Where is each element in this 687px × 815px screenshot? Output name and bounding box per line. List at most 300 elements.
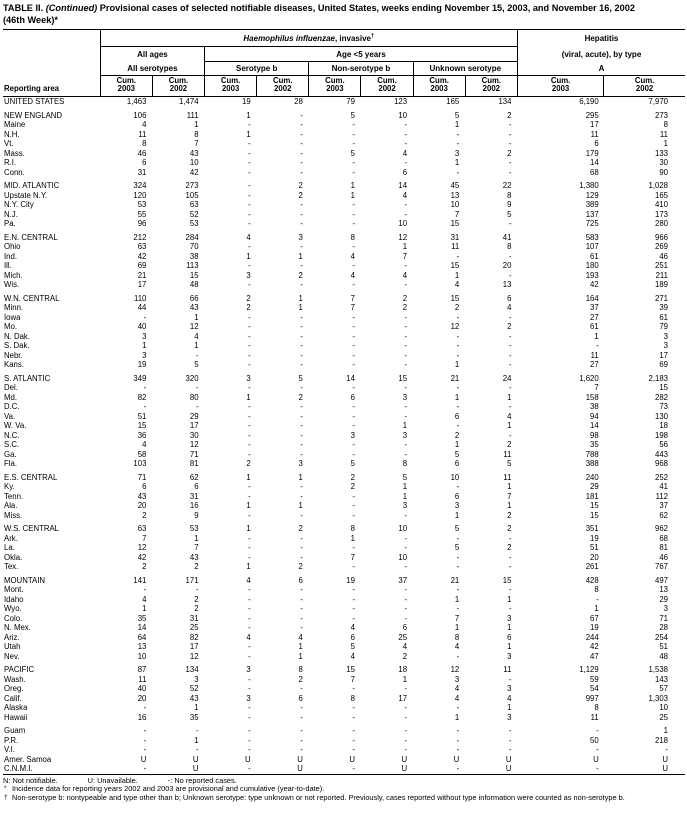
value-cell: 11 [590,350,599,360]
value-cell: 497 [654,575,668,585]
value-cell: 252 [654,472,668,482]
value-cell: 1 [194,312,199,322]
value-cell: 1 [454,712,460,722]
reporting-area-cell: Ohio [4,242,21,251]
value-cell: 3 [454,148,460,158]
value-cell: 1 [246,472,251,482]
table-row [3,745,685,755]
value-cell: 31 [189,491,199,501]
value-cell: - [508,735,512,745]
value-cell: 5 [350,110,355,120]
value-cell: 1,463 [126,97,147,106]
value-cell: 179 [585,148,599,158]
value-cell: 324 [133,181,147,190]
value-cell: 12 [450,322,460,331]
reporting-area-cell: D.C. [4,402,20,411]
value-cell: 7 [350,674,355,684]
value-cell: - [508,552,512,562]
reporting-area-cell: Minn. [4,303,24,312]
value-cell: 15 [590,501,599,510]
value-cell: 997 [585,693,599,703]
value-cell: 64 [137,632,147,642]
value-cell: - [404,209,408,219]
value-cell: - [300,322,303,331]
value-cell: 39 [659,303,668,312]
value-cell: - [596,594,599,604]
value-cell: 8 [507,190,512,200]
footnote-star: * Incidence data for reporting years 2002 and 2003 are provisional and cumulative (year-to-date). [4,784,325,794]
value-cell: 6 [350,392,355,402]
value-cell: - [404,735,408,745]
value-cell: 3 [194,674,199,684]
value-cell: - [508,745,512,754]
value-cell: U [140,754,147,764]
value-cell: 61 [590,322,599,331]
value-cell: 3 [142,331,147,341]
value-cell: - [300,735,303,745]
header-spacer [3,30,100,47]
value-cell: 29 [659,594,668,604]
value-cell: 134 [185,665,199,674]
value-cell: - [404,684,408,693]
value-cell: 8 [454,632,460,642]
value-cell: - [143,402,147,411]
value-cell: - [300,312,303,322]
value-cell: 6 [194,482,199,491]
value-cell: - [352,712,355,722]
value-cell: 15 [189,270,199,280]
table-row [3,431,685,441]
col-header-cum-2003: Cum. 2003 [413,76,465,97]
col-group-all-serotypes: All serotypes [100,62,204,76]
value-cell: - [248,261,251,270]
table-row [3,280,685,290]
value-cell: - [508,533,512,543]
value-cell: 71 [137,472,147,482]
value-cell: 1 [594,604,599,613]
value-cell: 8 [402,459,408,468]
value-cell: 31 [450,232,460,242]
value-cell: - [352,242,355,251]
value-cell: - [248,402,251,411]
value-cell: 5 [298,373,303,383]
value-cell: 4 [194,331,199,341]
table-row [3,623,685,633]
table-row [3,421,685,431]
value-cell: - [404,139,408,148]
value-cell: U [505,764,512,773]
value-cell: 40 [137,684,147,693]
footnote-key-n: N: Not notifiable. [3,775,58,785]
value-cell: 20 [590,552,599,562]
value-cell: 90 [659,167,668,177]
col-group-hepatitis: Hepatitis [517,30,685,47]
title-line-1: TABLE II. (Continued) Provisional cases of selected notifiable diseases, United States, weeks ending November 15, 2003, and November 16, 2002 [3,3,635,13]
value-cell: 29 [590,482,599,491]
reporting-area-cell: Calif. [4,693,22,703]
value-cell: 282 [654,392,668,402]
value-cell: - [248,421,251,430]
reporting-area-header: Reporting area [3,76,100,97]
reporting-area-cell: Ala. [4,501,18,510]
value-cell: 198 [654,430,668,440]
table-row [3,252,685,262]
value-cell: - [300,613,303,623]
value-cell: - [404,129,408,139]
value-cell: U [192,754,199,764]
value-cell: - [456,350,460,360]
value-cell: 173 [654,209,668,219]
value-cell: 4 [350,651,355,661]
value-cell: 25 [659,712,668,722]
reporting-area-cell: Hawaii [4,712,28,722]
value-cell: - [456,735,460,745]
value-cell: 14 [137,623,147,632]
reporting-area-cell: Tenn. [4,491,24,501]
value-cell: 10 [137,651,147,661]
value-cell: 273 [654,110,668,120]
value-cell: 13 [502,280,512,289]
value-cell: 6 [454,411,460,421]
value-cell: 1 [402,242,408,251]
value-cell: 7 [350,293,355,303]
value-cell: 1 [142,341,147,350]
value-cell: 53 [137,200,147,209]
title-line-2: (46th Week)* [3,14,58,25]
value-cell: 968 [654,459,668,468]
value-cell: 112 [655,491,668,501]
value-cell: 351 [585,524,599,533]
value-cell: - [352,726,355,735]
value-cell: - [300,158,303,167]
value-cell: 2 [507,148,512,158]
value-cell: 218 [654,735,668,745]
value-cell: 11 [503,449,512,459]
table-row [3,374,685,384]
value-cell: 6 [507,293,512,303]
value-cell: 11 [138,674,147,684]
table-row [3,181,685,191]
value-cell: - [508,158,512,167]
reporting-area-cell: Conn. [4,167,25,177]
value-cell: 20 [502,261,512,270]
value-cell: 966 [654,232,668,242]
col-group-unknown-serotype: Unknown serotype [413,62,517,76]
value-cell: 1 [350,190,355,200]
value-cell: - [300,510,303,520]
value-cell: 4 [142,440,147,449]
value-cell: - [404,158,408,167]
value-cell: 70 [189,242,199,251]
value-cell: 261 [585,562,599,571]
value-cell: 4 [402,148,408,158]
value-cell: 15 [398,373,408,383]
value-cell: 11 [451,242,460,251]
value-cell: - [300,703,303,712]
value-cell: - [352,383,355,392]
value-cell: - [404,533,408,543]
value-cell: - [248,158,251,167]
value-cell: 271 [654,293,668,303]
table-row [3,351,685,361]
col-header-cum-2003: Cum. 2003 [205,76,257,97]
value-cell: 2 [454,430,460,440]
value-cell: 41 [659,482,668,491]
value-cell: 4 [454,280,460,289]
value-cell: 42 [137,251,147,261]
value-cell: - [352,120,355,129]
value-cell: 37 [590,303,599,312]
value-cell: 158 [585,392,599,402]
value-cell: - [508,219,512,228]
value-cell: 5 [454,449,460,459]
value-cell: 171 [185,575,199,585]
value-cell: - [248,200,251,209]
reporting-area-cell: Ind. [4,251,18,261]
value-cell: - [352,341,355,350]
header-spacer [3,47,100,62]
value-cell: 5 [507,459,512,468]
value-cell: 14 [346,373,355,383]
value-cell: - [248,219,251,228]
value-cell: 5 [454,524,460,533]
value-cell: 3 [507,651,512,661]
value-cell: - [143,726,147,735]
table-row [3,97,685,107]
value-cell: - [456,533,460,543]
value-cell: 2 [507,322,512,331]
value-cell: - [300,411,303,421]
value-cell: 1,380 [579,181,599,190]
table-row [3,322,685,332]
value-cell: 4 [507,411,512,421]
value-cell: - [248,623,251,632]
value-cell: U [453,754,460,764]
value-cell: 7 [194,139,199,148]
value-cell: 4 [142,120,147,129]
value-cell: 43 [189,148,199,158]
value-cell: 4 [350,270,355,280]
value-cell: 1 [402,482,408,491]
value-cell: 2 [507,524,512,533]
value-cell: - [456,651,460,661]
value-cell: 7 [507,491,512,501]
col-header-cum-2003: Cum. 2003 [517,76,603,97]
value-cell: 1 [454,270,460,280]
value-cell: 3 [402,392,408,402]
value-cell: - [456,129,460,139]
value-cell: - [248,280,251,289]
value-cell: 1 [454,510,460,520]
value-cell: 87 [137,665,147,674]
table-row [3,450,685,460]
value-cell: - [508,331,512,341]
value-cell: 1 [454,623,460,632]
value-cell: 5 [402,472,408,482]
value-cell: 22 [502,181,512,190]
value-cell: - [248,491,251,501]
value-cell: 82 [137,392,147,402]
value-cell: - [352,745,355,754]
value-cell: 5 [194,360,199,369]
value-cell: 1 [663,726,668,735]
value-cell: 2 [298,392,303,402]
value-cell: 3 [507,613,512,623]
value-cell: - [456,402,460,411]
value-cell: - [300,350,303,360]
value-cell: 2 [507,510,512,520]
value-cell: - [300,341,303,350]
reporting-area-cell: Upstate N.Y. [4,190,48,200]
value-cell: 5 [350,148,355,158]
value-cell: - [456,421,460,430]
value-cell: 12 [450,665,460,674]
value-cell: - [352,331,355,341]
value-cell: 2 [142,510,147,520]
value-cell: - [248,764,251,773]
value-cell: - [300,200,303,209]
value-cell: 3 [246,693,251,703]
value-cell: 105 [185,190,199,200]
value-cell: - [404,562,408,571]
notifiable-diseases-table [3,29,685,775]
reporting-area-cell: MID. ATLANTIC [4,181,60,190]
value-cell: - [300,594,303,604]
reporting-area-cell: W.S. CENTRAL [4,524,60,533]
value-cell: - [508,312,512,322]
reporting-area-cell: Ariz. [4,632,20,642]
value-cell: 37 [398,575,408,585]
reporting-area-cell: Del. [4,383,18,392]
value-cell: 31 [189,613,199,623]
value-cell: 212 [133,232,147,242]
reporting-area-cell: C.N.M.I. [4,764,33,773]
value-cell: 4 [350,623,355,632]
value-cell: 3 [402,501,408,510]
value-cell: - [404,360,408,369]
reporting-area-cell: Wash. [4,674,26,684]
value-cell: 2,183 [648,373,668,383]
table-header [3,30,685,97]
table-row [3,294,685,304]
value-cell: 6 [454,491,460,501]
value-cell: 3 [350,430,355,440]
value-cell: 110 [133,293,147,303]
table-row [3,675,685,685]
value-cell: 18 [659,421,668,430]
table-row [3,713,685,723]
value-cell: 1 [663,139,668,148]
value-cell: 46 [659,251,668,261]
value-cell: U [593,754,599,764]
value-cell: 284 [185,232,199,242]
reporting-area-cell: S. Dak. [4,341,30,350]
value-cell: 3 [246,373,251,383]
value-cell: 50 [590,735,599,745]
value-cell: - [300,219,303,228]
value-cell: 17 [189,642,199,651]
col-header-cum-2002: Cum. 2002 [361,76,413,97]
value-cell: 61 [659,312,668,322]
value-cell: - [352,421,355,430]
table-row [3,393,685,403]
table-row [3,482,685,492]
value-cell: 11 [503,665,512,674]
value-cell: - [456,139,460,148]
value-cell: 1 [194,703,199,712]
value-cell: 141 [133,575,147,585]
value-cell: - [248,341,251,350]
value-cell: - [143,383,147,392]
value-cell: U [401,754,408,764]
value-cell: - [456,482,460,491]
value-cell: 94 [590,411,599,421]
value-cell: - [300,421,303,430]
value-cell: 3 [663,341,668,350]
value-cell: 16 [189,501,199,510]
value-cell: 6 [142,482,147,491]
value-cell: 1 [298,251,303,261]
value-cell: 8 [194,129,199,139]
value-cell: 7 [350,552,355,562]
value-cell: - [404,712,408,722]
value-cell: U [297,754,303,764]
value-cell: - [352,402,355,411]
value-cell: 2 [246,293,251,303]
value-cell: - [248,543,251,552]
value-cell: 1 [350,533,355,543]
table-row [3,684,685,694]
value-cell: - [404,280,408,289]
value-cell: - [508,341,512,350]
value-cell: 10 [398,110,408,120]
value-cell: 1 [350,181,355,190]
value-cell: - [248,651,251,661]
value-cell: 583 [585,232,599,242]
value-cell: 6 [402,623,408,632]
value-cell: - [248,411,251,421]
value-cell: - [300,242,303,251]
value-cell: - [248,440,251,449]
value-cell: - [456,562,460,571]
table-row [3,595,685,605]
value-cell: 12 [189,322,199,331]
value-cell: - [195,726,199,735]
value-cell: - [300,430,303,440]
value-cell: 4 [507,303,512,312]
reporting-area-cell: P.R. [4,735,19,745]
value-cell: - [404,261,408,270]
table-row [3,402,685,412]
value-cell: 1,474 [179,97,199,106]
value-cell: - [404,341,408,350]
value-cell: - [248,482,251,491]
value-cell: 27 [590,312,599,322]
value-cell: 59 [590,674,599,684]
value-cell: 73 [659,402,668,411]
col-group-non-serotype-b: Non-serotype b [309,62,413,76]
value-cell: - [248,449,251,459]
table-row [3,511,685,521]
value-cell: 106 [133,110,147,120]
value-cell: U [662,764,668,773]
value-cell: 38 [590,402,599,411]
value-cell: 273 [185,181,199,190]
value-cell: - [248,642,251,651]
value-cell: - [248,674,251,684]
reporting-area-cell: Iowa [4,312,21,322]
value-cell: 43 [189,693,199,703]
